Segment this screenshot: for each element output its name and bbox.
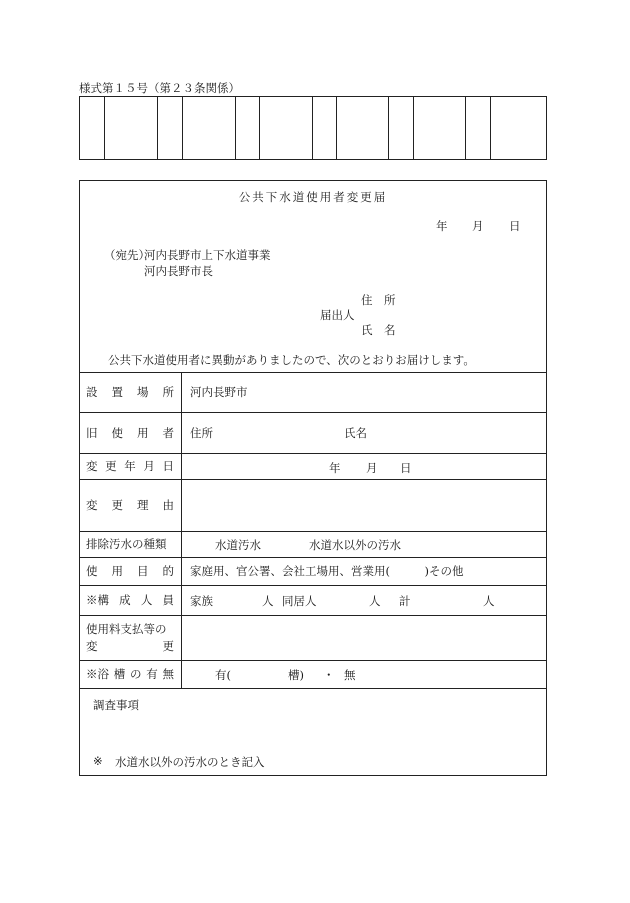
notification-form [79, 180, 547, 776]
survey-note: 水道水以外の汚水のとき記入 [115, 755, 265, 769]
sewage-type-label: 排除汚水の種類 [86, 537, 167, 551]
purpose-value: 家庭用、官公署、会社工場用、営業用( )その他 [190, 564, 464, 578]
change-date-year: 年 [329, 461, 341, 475]
payment-label: 使用料支払等の 変 更 [86, 622, 174, 653]
survey-title: 調査事項 [93, 698, 139, 712]
change-date-day: 日 [400, 461, 412, 475]
members-family: 家族 [190, 594, 213, 608]
approval-stamp-grid [79, 96, 547, 160]
sewage-option-tap-water: 水道汚水 [215, 538, 261, 552]
bathtub-no: 無 [344, 668, 356, 682]
statement: 公共下水道使用者に異動がありましたので、次のとおりお届けします。 [108, 353, 475, 367]
members-family-unit: 人 [262, 594, 274, 608]
bathtub-yes: 有( [215, 668, 231, 682]
addressee-prefix: （宛先） [104, 248, 150, 262]
location-label: 設 置 場 所 [86, 385, 174, 399]
members-cohabitant: 同居人 [282, 594, 317, 608]
bathtub-label: ※浴 槽 の 有 無 [86, 667, 174, 681]
old-user-address-label: 住所 [190, 426, 213, 440]
survey-note-mark: ※ [93, 754, 103, 768]
members-cohabitant-unit: 人 [369, 594, 381, 608]
applicant-address-label: 住 所 [361, 293, 396, 307]
location-value: 河内長野市 [190, 385, 248, 399]
addressee-line2: 河内長野市長 [144, 264, 213, 278]
members-label: ※構 成 人 員 [86, 593, 174, 607]
old-user-name-label: 氏名 [344, 426, 367, 440]
old-user-label: 旧 使 用 者 [86, 425, 174, 440]
applicant-name-label: 氏 名 [361, 323, 396, 337]
date-day: 日 [509, 219, 521, 233]
members-total-unit: 人 [483, 594, 495, 608]
reason-label: 変 更 理 由 [86, 498, 174, 512]
date-year: 年 [436, 219, 448, 233]
form-title: 公共下水道使用者変更届 [238, 190, 388, 204]
sewage-option-other-water: 水道水以外の汚水 [309, 538, 401, 552]
change-date-month: 月 [366, 461, 378, 475]
members-total: 計 [399, 594, 411, 608]
bathtub-separator: ・ [323, 668, 335, 682]
addressee-line1: 河内長野市上下水道事業 [144, 248, 271, 262]
change-date-label: 変 更 年 月 日 [86, 459, 174, 473]
applicant-label: 届出人 [320, 308, 355, 322]
form-number: 様式第１５号（第２３条関係） [79, 81, 240, 95]
date-month: 月 [472, 219, 484, 233]
purpose-label: 使 用 目 的 [86, 564, 174, 578]
bathtub-tank: 槽) [288, 668, 304, 682]
